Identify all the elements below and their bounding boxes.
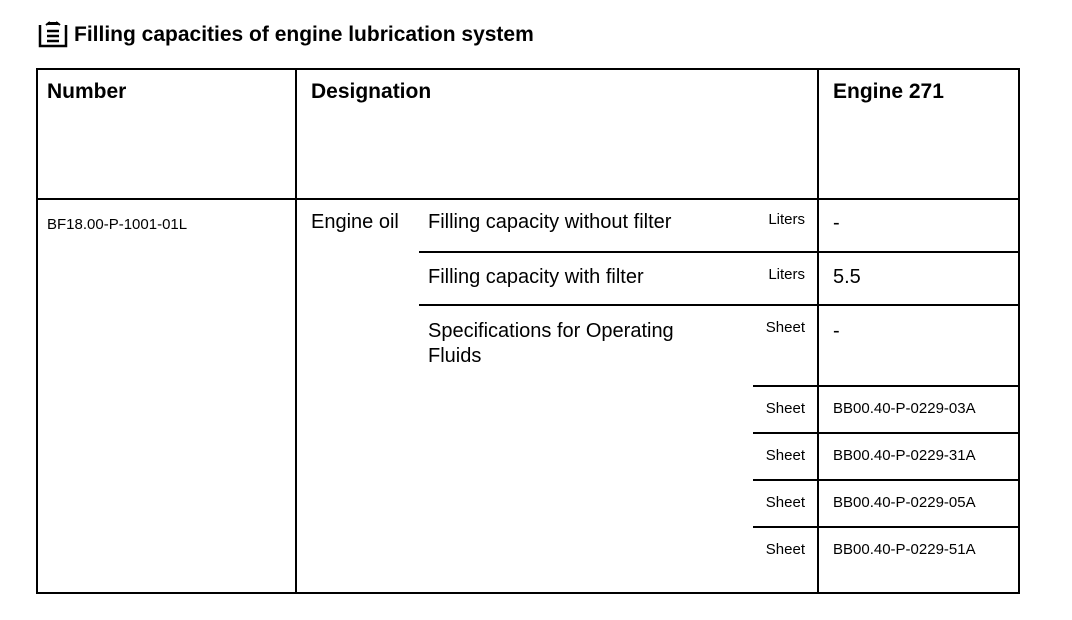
column-divider xyxy=(817,68,819,592)
header-number: Number xyxy=(47,80,127,103)
page-title: Filling capacities of engine lubrication system xyxy=(74,23,534,46)
column-divider xyxy=(295,68,297,592)
row-divider xyxy=(419,251,1018,253)
sheet-reference: BB00.40-P-0229-31A xyxy=(833,447,976,464)
item-unit: Sheet xyxy=(765,319,805,336)
item-unit: Liters xyxy=(768,266,805,283)
sheet-reference: BB00.40-P-0229-51A xyxy=(833,541,976,558)
item-value: - xyxy=(833,212,840,234)
capacity-table xyxy=(36,68,1018,592)
page-title-row xyxy=(38,20,534,50)
sheet-unit: Sheet xyxy=(765,400,805,417)
sheet-unit: Sheet xyxy=(765,494,805,511)
sheet-reference: BB00.40-P-0229-03A xyxy=(833,400,976,417)
row-divider xyxy=(419,304,1018,306)
row-divider xyxy=(753,385,1018,387)
header-divider xyxy=(36,198,1018,200)
item-unit: Liters xyxy=(768,211,805,228)
row-divider xyxy=(753,479,1018,481)
sheet-reference: BB00.40-P-0229-05A xyxy=(833,494,976,511)
item-value: - xyxy=(833,320,840,342)
header-designation: Designation xyxy=(311,80,432,103)
oil-can-icon xyxy=(38,21,68,49)
item-value: 5.5 xyxy=(833,266,861,288)
designation-engine-oil: Engine oil xyxy=(311,211,399,233)
sheet-unit: Sheet xyxy=(765,447,805,464)
document-number: BF18.00-P-1001-01L xyxy=(47,216,188,233)
header-engine: Engine 271 xyxy=(833,80,944,103)
sheet-unit: Sheet xyxy=(765,541,805,558)
row-divider xyxy=(753,526,1018,528)
item-label: Filling capacity with filter xyxy=(428,266,644,288)
item-label: Filling capacity without filter xyxy=(428,211,672,233)
row-divider xyxy=(753,432,1018,434)
item-label: Specifications for Operating Fluids xyxy=(428,320,674,367)
